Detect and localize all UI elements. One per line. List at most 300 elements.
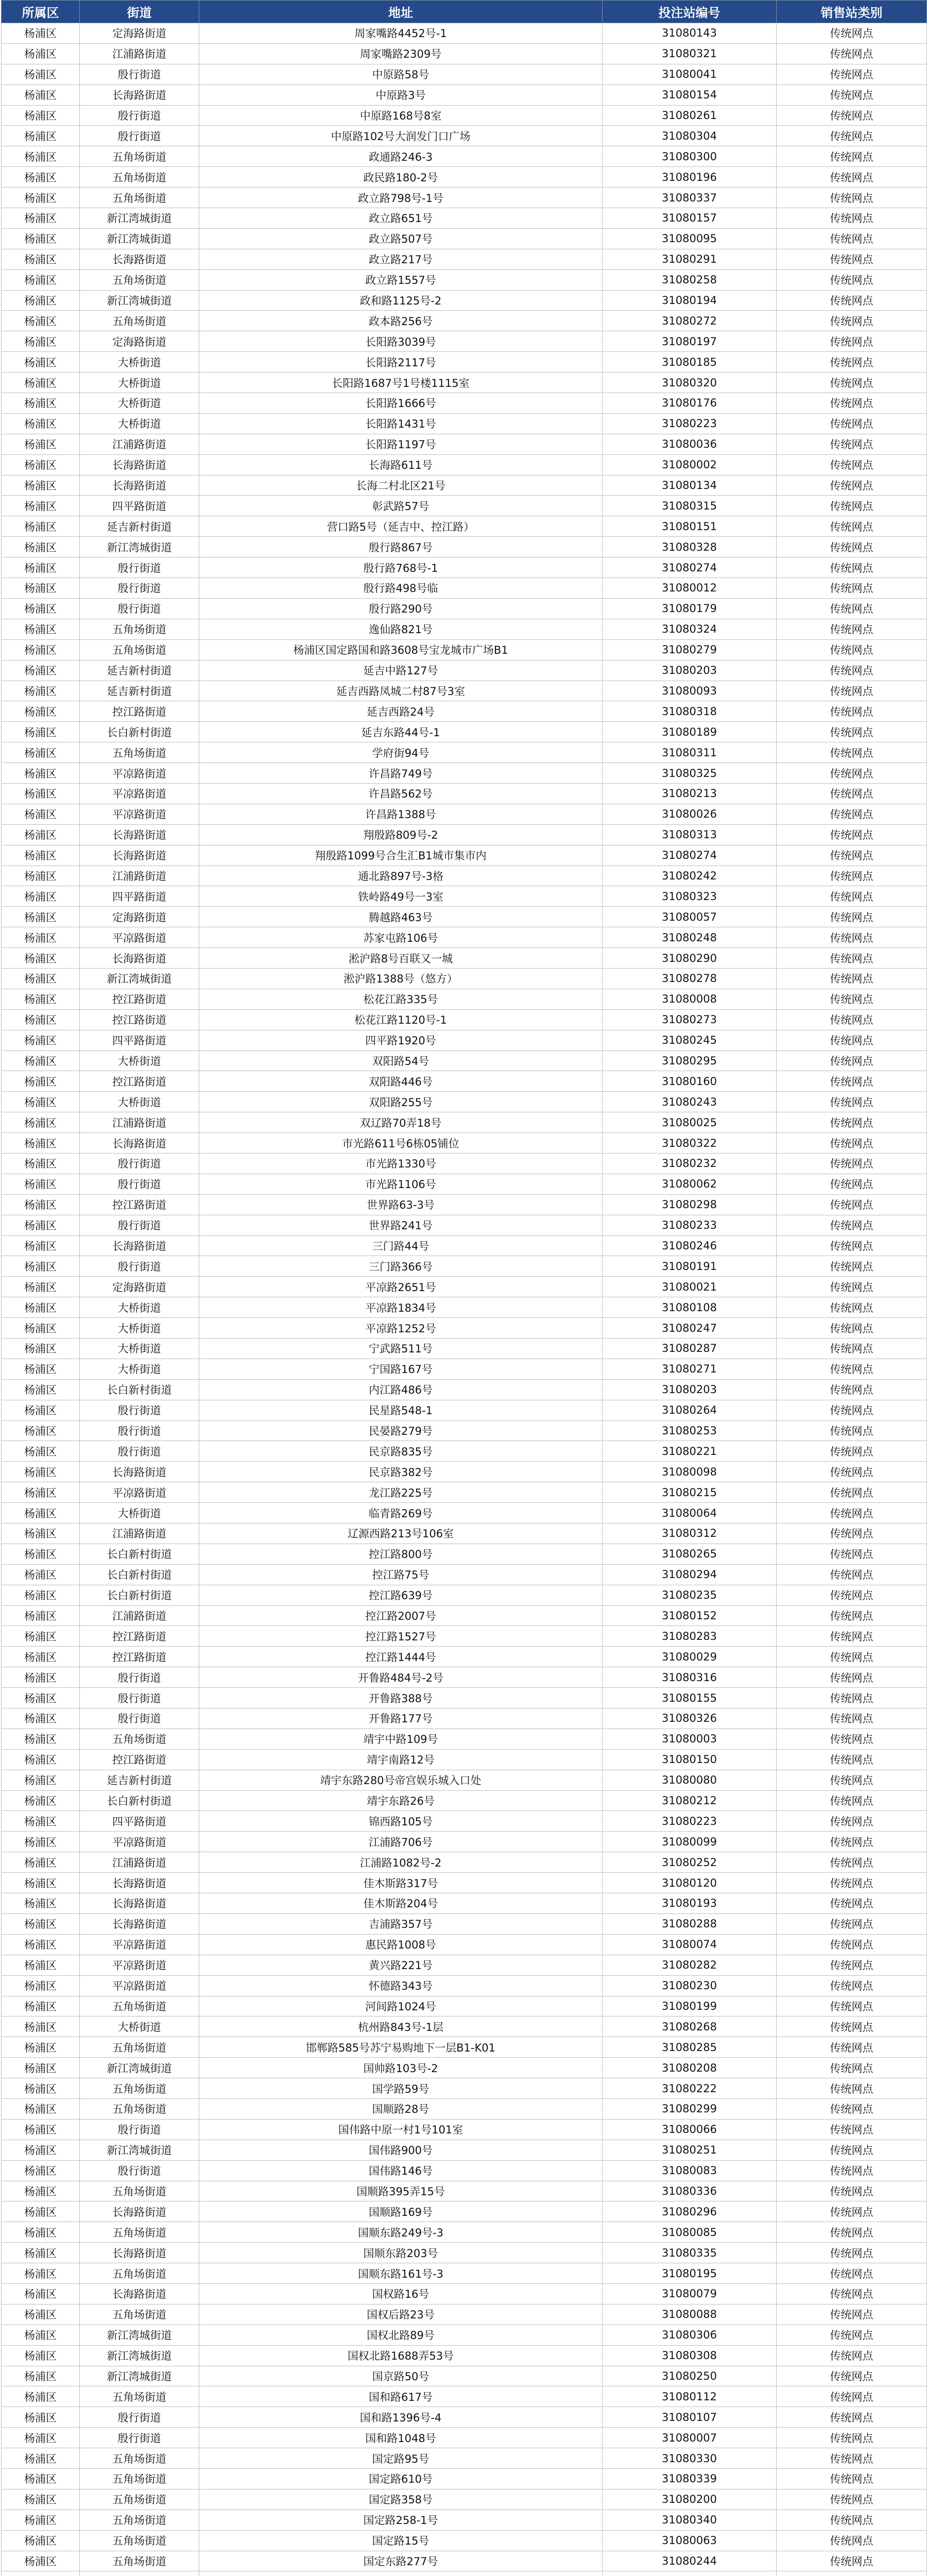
- cell-station-code: 31080304: [603, 126, 777, 146]
- cell-address: 佳木斯路204号: [199, 1893, 603, 1914]
- cell-district: 杨浦区: [2, 2407, 80, 2428]
- cell-category: 传统网点: [777, 742, 927, 763]
- table-row: [2, 2243, 927, 2263]
- cell-street: 控江路街道: [80, 1647, 199, 1667]
- cell-address: 政立路217号: [199, 249, 603, 269]
- cell-category: 传统网点: [777, 1790, 927, 1811]
- cell-category: 传统网点: [777, 1934, 927, 1955]
- table-row: [2, 1400, 927, 1420]
- cell-category: 传统网点: [777, 1893, 927, 1914]
- cell-category: 传统网点: [777, 393, 927, 414]
- cell-district: 杨浦区: [2, 1728, 80, 1749]
- cell-district: 杨浦区: [2, 1338, 80, 1359]
- cell-address: 开鲁路177号: [199, 1708, 603, 1729]
- cell-street: 殷行街道: [80, 2160, 199, 2181]
- cell-category: 传统网点: [777, 2037, 927, 2058]
- cell-category: 传统网点: [777, 1749, 927, 1770]
- table-row: [2, 413, 927, 434]
- table-row: [2, 1688, 927, 1708]
- cell-address: 国和路1396号-4: [199, 2407, 603, 2428]
- cell-address: 国顺东路249号-3: [199, 2222, 603, 2243]
- cell-street: 殷行街道: [80, 1174, 199, 1194]
- cell-street: 新江湾城街道: [80, 2140, 199, 2160]
- table-row: [2, 290, 927, 311]
- table-row: [2, 1215, 927, 1235]
- cell-address: 许昌路1388号: [199, 804, 603, 824]
- table-row: [2, 2201, 927, 2222]
- cell-address: 松花江路1120号-1: [199, 1009, 603, 1030]
- cell-station-code: 31080326: [603, 1708, 777, 1729]
- cell-district: 杨浦区: [2, 2201, 80, 2222]
- cell-district: 杨浦区: [2, 249, 80, 269]
- table-row: [2, 2140, 927, 2160]
- cell-district: 杨浦区: [2, 948, 80, 969]
- table-row: [2, 2037, 927, 2058]
- cell-category: 传统网点: [777, 2468, 927, 2489]
- table-row: [2, 598, 927, 619]
- cell-address: 长阳路1197号: [199, 434, 603, 454]
- cell-station-code: 31080264: [603, 1400, 777, 1420]
- cell-street: 殷行街道: [80, 2407, 199, 2428]
- cell-district: 杨浦区: [2, 2058, 80, 2078]
- cell-street: 长海路街道: [80, 1913, 199, 1934]
- cell-address: 国定路610号: [199, 2468, 603, 2489]
- table-row: [2, 1605, 927, 1626]
- table-row: [2, 1256, 927, 1277]
- cell-address: 宁国路167号: [199, 1359, 603, 1379]
- cell-district: 杨浦区: [2, 1379, 80, 1400]
- cell-category: 传统网点: [777, 1852, 927, 1873]
- cell-street: 长海路街道: [80, 2201, 199, 2222]
- cell-address: 国权后路23号: [199, 2304, 603, 2325]
- cell-street: 五角场街道: [80, 2551, 199, 2571]
- cell-category: 传统网点: [777, 2428, 927, 2448]
- cell-street: 殷行街道: [80, 1256, 199, 1277]
- cell-station-code: 31080299: [603, 2098, 777, 2119]
- cell-address: 控江路75号: [199, 1564, 603, 1585]
- table-row: [2, 64, 927, 84]
- cell-street: 殷行街道: [80, 598, 199, 619]
- cell-category: [777, 2571, 927, 2576]
- cell-station-code: 31080064: [603, 1503, 777, 1523]
- cell-district: 杨浦区: [2, 1482, 80, 1503]
- cell-address: 周家嘴路2309号: [199, 43, 603, 64]
- cell-street: 长海路街道: [80, 2243, 199, 2263]
- table-row: [2, 660, 927, 681]
- cell-category: 传统网点: [777, 2386, 927, 2407]
- cell-district: 杨浦区: [2, 1297, 80, 1318]
- cell-station-code: 31080215: [603, 1482, 777, 1503]
- cell-district: 杨浦区: [2, 1277, 80, 1297]
- cell-street: 五角场街道: [80, 188, 199, 208]
- cell-station-code: 31080316: [603, 1667, 777, 1688]
- table-row: [2, 1975, 927, 1996]
- table-row: [2, 2181, 927, 2201]
- cell-address: 国顺东路161号-3: [199, 2263, 603, 2284]
- cell-address: 翔殷路1099号合生汇B1城市集市内: [199, 845, 603, 866]
- cell-address: 龙江路225号: [199, 1482, 603, 1503]
- cell-station-code: 31080151: [603, 516, 777, 537]
- cell-category: 传统网点: [777, 1811, 927, 1832]
- cell-category: 传统网点: [777, 1564, 927, 1585]
- cell-category: 传统网点: [777, 1009, 927, 1030]
- cell-address: 双辽路70弄18号: [199, 1112, 603, 1133]
- cell-station-code: 31080300: [603, 146, 777, 167]
- cell-address: 国顺路28号: [199, 2098, 603, 2119]
- cell-address: 开鲁路388号: [199, 1688, 603, 1708]
- table-row: [2, 454, 927, 475]
- table-row: [2, 1009, 927, 1030]
- cell-category: 传统网点: [777, 249, 927, 269]
- cell-station-code: 31080268: [603, 2016, 777, 2037]
- cell-district: 杨浦区: [2, 989, 80, 1009]
- cell-street: 五角场街道: [80, 2468, 199, 2489]
- cell-district: 杨浦区: [2, 1092, 80, 1112]
- table-row: [2, 2366, 927, 2386]
- cell-district: 杨浦区: [2, 886, 80, 907]
- cell-district: 杨浦区: [2, 639, 80, 660]
- cell-street: 殷行街道: [80, 1688, 199, 1708]
- cell-address: 中原路102号大润发门口广场: [199, 126, 603, 146]
- cell-station-code: 31080248: [603, 927, 777, 948]
- cell-street: 新江湾城街道: [80, 2325, 199, 2345]
- cell-district: 杨浦区: [2, 598, 80, 619]
- cell-station-code: 31080230: [603, 1975, 777, 1996]
- cell-station-code: 31080189: [603, 722, 777, 742]
- cell-category: 传统网点: [777, 2407, 927, 2428]
- table-row: [2, 1626, 927, 1647]
- cell-street: 平凉路街道: [80, 927, 199, 948]
- table-row: [2, 722, 927, 742]
- table-row: [2, 1030, 927, 1050]
- cell-street: 殷行街道: [80, 2119, 199, 2140]
- cell-station-code: 31080155: [603, 1688, 777, 1708]
- cell-street: 四平路街道: [80, 886, 199, 907]
- table-row: [2, 1050, 927, 1071]
- cell-station-code: 31080193: [603, 1893, 777, 1914]
- table-row: [2, 188, 927, 208]
- cell-station-code: 31080199: [603, 1996, 777, 2016]
- cell-district: 杨浦区: [2, 1544, 80, 1564]
- cell-district: 杨浦区: [2, 537, 80, 557]
- cell-district: 杨浦区: [2, 681, 80, 701]
- cell-street: 五角场街道: [80, 639, 199, 660]
- cell-address: 国伟路中原一村1号101室: [199, 2119, 603, 2140]
- cell-category: 传统网点: [777, 167, 927, 188]
- cell-address: 双阳路54号: [199, 1050, 603, 1071]
- cell-address: 世界路241号: [199, 1215, 603, 1235]
- cell-category: 传统网点: [777, 866, 927, 886]
- cell-station-code: 31080095: [603, 228, 777, 249]
- cell-station-code: 31080318: [603, 701, 777, 722]
- cell-street: 五角场街道: [80, 619, 199, 639]
- cell-street: 殷行街道: [80, 1215, 199, 1235]
- cell-category: 传统网点: [777, 1544, 927, 1564]
- cell-street: 江浦路街道: [80, 1523, 199, 1544]
- cell-address: 控江路1444号: [199, 1647, 603, 1667]
- table-row: [2, 948, 927, 969]
- cell-district: 杨浦区: [2, 1194, 80, 1215]
- cell-category: 传统网点: [777, 1503, 927, 1523]
- cell-street: 大桥街道: [80, 393, 199, 414]
- cell-station-code: 31080152: [603, 1605, 777, 1626]
- cell-station-code: 31080246: [603, 1235, 777, 1256]
- cell-district: 杨浦区: [2, 516, 80, 537]
- cell-category: 传统网点: [777, 1071, 927, 1092]
- cell-station-code: 31080232: [603, 1153, 777, 1174]
- cell-district: 杨浦区: [2, 1318, 80, 1338]
- cell-district: 杨浦区: [2, 311, 80, 331]
- cell-station-code: 31080157: [603, 208, 777, 229]
- cell-address: 国顺路169号: [199, 2201, 603, 2222]
- cell-district: 杨浦区: [2, 804, 80, 824]
- cell-address: 许昌路749号: [199, 763, 603, 784]
- cell-address: 江浦路706号: [199, 1832, 603, 1852]
- cell-district: 杨浦区: [2, 1811, 80, 1832]
- cell-station-code: 31080057: [603, 907, 777, 927]
- cell-station-code: 31080066: [603, 2119, 777, 2140]
- cell-address: 翔殷路809号-2: [199, 824, 603, 845]
- cell-station-code: 31080235: [603, 1585, 777, 1605]
- table-row: [2, 2428, 927, 2448]
- cell-district: 杨浦区: [2, 2283, 80, 2304]
- cell-district: 杨浦区: [2, 372, 80, 393]
- table-row: [2, 2551, 927, 2571]
- cell-street: 殷行街道: [80, 1708, 199, 1729]
- cell-address: 靖宇东路280号帝宫娱乐城入口处: [199, 1770, 603, 1790]
- cell-district: 杨浦区: [2, 1359, 80, 1379]
- cell-category: 传统网点: [777, 824, 927, 845]
- table-row: [2, 1112, 927, 1133]
- cell-district: 杨浦区: [2, 1585, 80, 1605]
- table-row: [2, 763, 927, 784]
- table-row: [2, 804, 927, 824]
- cell-district: 杨浦区: [2, 1420, 80, 1441]
- cell-street: 长海路街道: [80, 1893, 199, 1914]
- table-row: [2, 1934, 927, 1955]
- cell-category: 传统网点: [777, 1277, 927, 1297]
- cell-address: 殷行路498号临: [199, 578, 603, 599]
- cell-station-code: 31080265: [603, 1544, 777, 1564]
- cell-station-code: 31080324: [603, 619, 777, 639]
- table-body: [2, 23, 927, 2576]
- cell-station-code: 31080134: [603, 475, 777, 496]
- cell-category: 传统网点: [777, 2366, 927, 2386]
- cell-district: 杨浦区: [2, 454, 80, 475]
- table-row: [2, 2530, 927, 2551]
- cell-station-code: 31080274: [603, 557, 777, 578]
- cell-category: 传统网点: [777, 845, 927, 866]
- cell-category: 传统网点: [777, 1626, 927, 1647]
- cell-street: 五角场街道: [80, 2263, 199, 2284]
- cell-address: 中原路58号: [199, 64, 603, 84]
- cell-category: 传统网点: [777, 2222, 927, 2243]
- cell-station-code: 31080099: [603, 1832, 777, 1852]
- cell-address: 平凉路2651号: [199, 1277, 603, 1297]
- cell-district: 杨浦区: [2, 1133, 80, 1154]
- cell-street: 平凉路街道: [80, 1955, 199, 1975]
- cell-category: 传统网点: [777, 2304, 927, 2325]
- cell-address: 国定东路277号: [199, 2551, 603, 2571]
- cell-street: 大桥街道: [80, 2016, 199, 2037]
- cell-address: 杨浦区国定路国和路3608号宝龙城市广场B1: [199, 639, 603, 660]
- table-row: [2, 1379, 927, 1400]
- cell-station-code: 31080325: [603, 763, 777, 784]
- table-row: [2, 2304, 927, 2325]
- cell-street: 长白新村街道: [80, 722, 199, 742]
- cell-address: 国学路59号: [199, 2078, 603, 2099]
- cell-address: 江浦路1082号-2: [199, 1852, 603, 1873]
- cell-street: 长白新村街道: [80, 1790, 199, 1811]
- cell-category: 传统网点: [777, 352, 927, 372]
- cell-district: 杨浦区: [2, 968, 80, 989]
- cell-category: 传统网点: [777, 537, 927, 557]
- cell-address: 怀德路343号: [199, 1975, 603, 1996]
- cell-category: 传统网点: [777, 681, 927, 701]
- table-row: [2, 393, 927, 414]
- cell-category: 传统网点: [777, 1462, 927, 1482]
- cell-category: 传统网点: [777, 2551, 927, 2571]
- cell-station-code: 31080335: [603, 2243, 777, 2263]
- cell-district: 杨浦区: [2, 188, 80, 208]
- table-row: [2, 989, 927, 1009]
- header-row: [2, 1, 927, 23]
- cell-street: 平凉路街道: [80, 763, 199, 784]
- table-row: [2, 146, 927, 167]
- cell-address: 国伟路146号: [199, 2160, 603, 2181]
- cell-district: 杨浦区: [2, 1605, 80, 1626]
- cell-address: 殷行路768号-1: [199, 557, 603, 578]
- cell-station-code: 31080088: [603, 2304, 777, 2325]
- cell-street: 大桥街道: [80, 1318, 199, 1338]
- cell-street: 控江路街道: [80, 1009, 199, 1030]
- table-row: [2, 1153, 927, 1174]
- cell-category: 传统网点: [777, 1688, 927, 1708]
- cell-address: 临青路269号: [199, 1503, 603, 1523]
- cell-street: 殷行街道: [80, 1153, 199, 1174]
- cell-address: 苏家屯路106号: [199, 927, 603, 948]
- cell-category: 传统网点: [777, 2510, 927, 2530]
- cell-station-code: 31080120: [603, 1873, 777, 1893]
- cell-district: 杨浦区: [2, 2243, 80, 2263]
- cell-district: 杨浦区: [2, 742, 80, 763]
- cell-address: 邯郸路585号苏宁易购地下一层B1-K01: [199, 2037, 603, 2058]
- cell-district: 杨浦区: [2, 2345, 80, 2366]
- cell-category: 传统网点: [777, 968, 927, 989]
- table-row: [2, 475, 927, 496]
- cell-street: 控江路街道: [80, 701, 199, 722]
- cell-address: 国京路50号: [199, 2366, 603, 2386]
- cell-address: 国定路15号: [199, 2530, 603, 2551]
- cell-station-code: 31080062: [603, 1174, 777, 1194]
- cell-street: 新江湾城街道: [80, 2366, 199, 2386]
- cell-street: 定海路街道: [80, 331, 199, 352]
- cell-category: 传统网点: [777, 1708, 927, 1729]
- cell-district: 杨浦区: [2, 866, 80, 886]
- table-row: [2, 1893, 927, 1914]
- cell-category: 传统网点: [777, 228, 927, 249]
- cell-address: 宁武路511号: [199, 1338, 603, 1359]
- cell-station-code: 31080154: [603, 84, 777, 105]
- cell-address: 三门路366号: [199, 1256, 603, 1277]
- cell-district: 杨浦区: [2, 1174, 80, 1194]
- cell-street: 长白新村街道: [80, 1585, 199, 1605]
- cell-district: 杨浦区: [2, 2510, 80, 2530]
- cell-category: 传统网点: [777, 84, 927, 105]
- cell-street: 定海路街道: [80, 907, 199, 927]
- cell-district: 杨浦区: [2, 1955, 80, 1975]
- table-row: [2, 2016, 927, 2037]
- cell-station-code: 31080223: [603, 413, 777, 434]
- cell-district: 杨浦区: [2, 1647, 80, 1667]
- table-row: [2, 681, 927, 701]
- cell-category: 传统网点: [777, 907, 927, 927]
- table-row: [2, 1297, 927, 1318]
- cell-street: 大桥街道: [80, 413, 199, 434]
- cell-street: 平凉路街道: [80, 1975, 199, 1996]
- cell-street: 五角场街道: [80, 167, 199, 188]
- cell-station-code: 31080036: [603, 434, 777, 454]
- cell-station-code: 31080245: [603, 1030, 777, 1050]
- cell-address: 中原路168号8室: [199, 105, 603, 126]
- cell-address: 民晏路279号: [199, 1420, 603, 1441]
- cell-category: 传统网点: [777, 1112, 927, 1133]
- cell-district: 杨浦区: [2, 1688, 80, 1708]
- cell-address: 开鲁路484号-2号: [199, 1667, 603, 1688]
- cell-district: 杨浦区: [2, 352, 80, 372]
- cell-category: 传统网点: [777, 372, 927, 393]
- cell-address: 国权北路1688弄53号: [199, 2345, 603, 2366]
- cell-station-code: 31080203: [603, 660, 777, 681]
- cell-district: 杨浦区: [2, 1996, 80, 2016]
- cell-station-code: 31080007: [603, 2428, 777, 2448]
- cell-address: 政和路1125号-2: [199, 290, 603, 311]
- table-row: [2, 1852, 927, 1873]
- cell-district: 杨浦区: [2, 1749, 80, 1770]
- table-row: [2, 2489, 927, 2510]
- header-district: 所属区: [2, 1, 80, 23]
- table-row: [2, 619, 927, 639]
- cell-street: 新江湾城街道: [80, 2345, 199, 2366]
- cell-street: 五角场街道: [80, 146, 199, 167]
- table-row: [2, 927, 927, 948]
- header-street: 街道: [80, 1, 199, 23]
- cell-street: 控江路街道: [80, 1071, 199, 1092]
- cell-category: 传统网点: [777, 989, 927, 1009]
- table-row: [2, 2448, 927, 2469]
- cell-category: 传统网点: [777, 1832, 927, 1852]
- cell-station-code: 31080150: [603, 1749, 777, 1770]
- cell-station-code: 31080029: [603, 1647, 777, 1667]
- cell-station-code: 31080196: [603, 167, 777, 188]
- cell-address: 市光路1106号: [199, 1174, 603, 1194]
- cell-district: 杨浦区: [2, 2551, 80, 2571]
- table-row: [2, 434, 927, 454]
- table-row: [2, 1194, 927, 1215]
- cell-address: 控江路2007号: [199, 1605, 603, 1626]
- table-row: [2, 2325, 927, 2345]
- cell-district: 杨浦区: [2, 105, 80, 126]
- cell-station-code: 31080160: [603, 1071, 777, 1092]
- cell-street: 新江湾城街道: [80, 290, 199, 311]
- cell-address: 营口路5号（延吉中、控江路）: [199, 516, 603, 537]
- cell-street: 殷行街道: [80, 578, 199, 599]
- table-row: [2, 1770, 927, 1790]
- cell-street: 五角场街道: [80, 2530, 199, 2551]
- cell-station-code: 31080003: [603, 1728, 777, 1749]
- header-category: 销售站类别: [777, 1, 927, 23]
- cell-category: 传统网点: [777, 1667, 927, 1688]
